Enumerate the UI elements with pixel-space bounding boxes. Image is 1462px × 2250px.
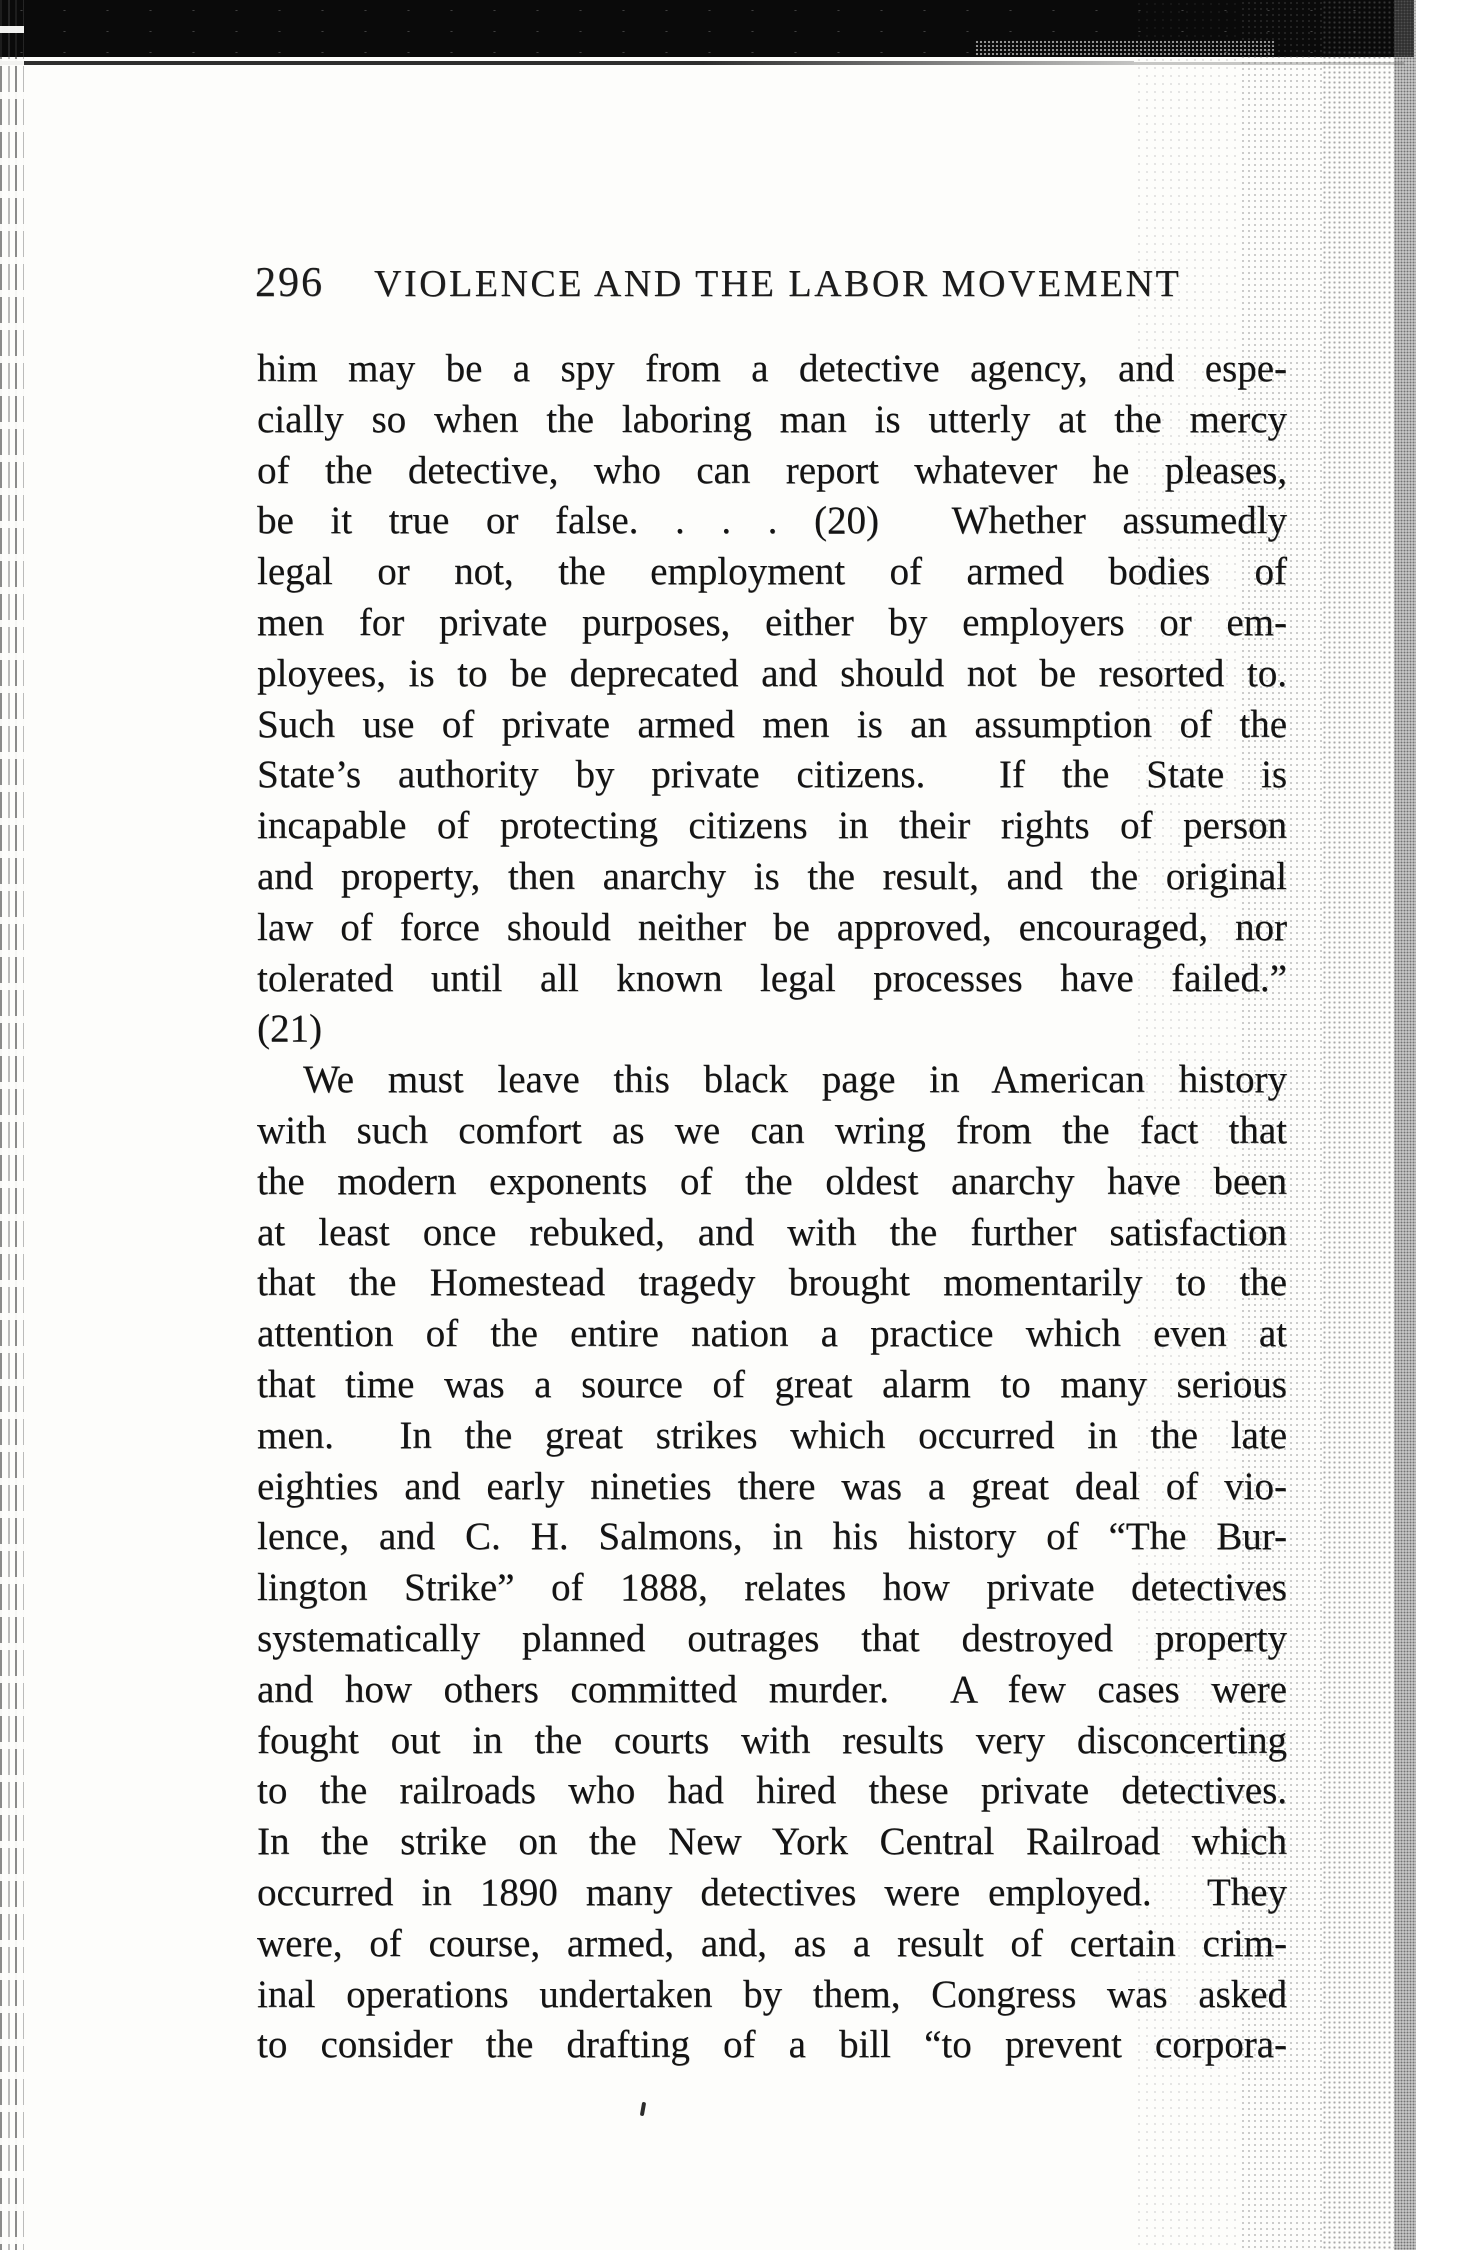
text-line: legal or not, the employment of armed bodies of xyxy=(257,550,1287,594)
page-header xyxy=(255,262,1290,304)
text-line: the modern exponents of the oldest anarchy have been xyxy=(257,1159,1287,1203)
text-line: and how others committed murder. A few cases were xyxy=(257,1667,1287,1711)
text-line: that time was a source of great alarm to many serious xyxy=(257,1362,1287,1406)
text-line: to the railroads who had hired these private detectives. xyxy=(257,1769,1287,1813)
text-line: men. In the great strikes which occurred in the late xyxy=(257,1413,1287,1457)
text-line: men for private purposes, either by employers or em- xyxy=(257,600,1287,644)
text-line: State’s authority by private citizens. If the State is xyxy=(257,753,1287,797)
text-line: him may be a spy from a detective agency, and espe- xyxy=(257,347,1287,390)
text-line: be it true or false. . . . (20) Whether assumedly xyxy=(257,499,1287,543)
text-line: attention of the entire nation a practice which even at xyxy=(257,1312,1287,1356)
text-line: occurred in 1890 many detectives were employed. They xyxy=(257,1870,1287,1914)
scan-edge-line xyxy=(0,61,1134,65)
page-number: 296 xyxy=(255,260,324,306)
text-line: with such comfort as we can wring from the fact that xyxy=(257,1108,1287,1152)
text-line: fought out in the courts with results very disconcerting xyxy=(257,1718,1287,1762)
text-line: In the strike on the New York Central Railroad which xyxy=(257,1820,1287,1864)
text-line: eighties and early nineties there was a great deal of vio- xyxy=(257,1464,1287,1508)
scan-left-streak-artifact xyxy=(0,0,24,2250)
body-text-block xyxy=(257,344,1287,2071)
text-line: law of force should neither be approved, encouraged, nor xyxy=(257,905,1287,949)
text-line: and property, then anarchy is the result, and the original xyxy=(257,854,1287,898)
text-line: Such use of private armed men is an assumption of the xyxy=(257,702,1287,746)
text-line: were, of course, armed, and, as a result of certain crim- xyxy=(257,1921,1287,1965)
scan-gutter-shadow xyxy=(1394,0,1416,2250)
text-line: ployees, is to be deprecated and should not be resorted to. xyxy=(257,651,1287,695)
text-line: to consider the drafting of a bill “to prevent corpora- xyxy=(257,2023,1287,2067)
scan-right-margin xyxy=(1416,0,1462,2250)
stray-ink-mark xyxy=(640,2102,646,2116)
running-title: VIOLENCE AND THE LABOR MOVEMENT xyxy=(374,263,1182,305)
text-line: lington Strike” of 1888, relates how private detectives xyxy=(257,1566,1287,1610)
text-line: of the detective, who can report whatever he pleases, xyxy=(257,448,1287,492)
scan-gutter-shadow xyxy=(1322,0,1394,2250)
text-line: We must leave this black page in American history xyxy=(303,1058,1287,1102)
text-line: inal operations undertaken by them, Congress was asked xyxy=(257,1972,1287,2016)
text-line: systematically planned outrages that destroyed property xyxy=(257,1616,1287,1660)
text-line: tolerated until all known legal processes have failed.” xyxy=(257,956,1287,1000)
text-line: incapable of protecting citizens in their rights of person xyxy=(257,804,1287,848)
text-line: at least once rebuked, and with the further satisfaction xyxy=(257,1210,1287,1254)
text-line: cially so when the laboring man is utterly at the mercy xyxy=(257,397,1287,441)
text-line: lence, and C. H. Salmons, in his history of “The Bur- xyxy=(257,1515,1287,1559)
text-line: that the Homestead tragedy brought momentarily to the xyxy=(257,1261,1287,1305)
text-line: (21) xyxy=(257,1007,322,1051)
